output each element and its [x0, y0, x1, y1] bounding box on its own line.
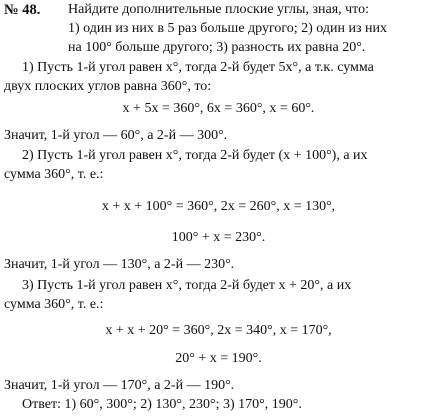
- problem-number: № 48.: [4, 2, 41, 18]
- part3-equation-2: 20° + x = 190°.: [175, 351, 262, 366]
- part2-equation-1: x + x + 100° = 360°, 2x = 260°, x = 130°,: [101, 199, 336, 214]
- part2-text-line-1: 2) Пусть 1-й угол равен x°, тогда 2-й будет (x + 100°), а их: [22, 148, 368, 163]
- problem-statement-line-3: на 100° больше другого; 3) разность их равна 20°.: [68, 40, 366, 55]
- problem-statement-line-2: 1) один из них в 5 раз больше другого; 2) один из них: [68, 21, 388, 36]
- final-answer: Ответ: 1) 60°, 300°; 2) 130°, 230°; 3) 170°, 190°.: [22, 397, 302, 412]
- part2-conclusion: Значит, 1-й угол — 130°, а 2-й — 230°.: [4, 257, 235, 272]
- part3-text-line-2: сумма 360°, т. е.:: [4, 297, 104, 312]
- part3-text-line-1: 3) Пусть 1-й угол равен x°, тогда 2-й будет x + 20°, а их: [22, 278, 352, 293]
- problem-statement-line-1: Найдите дополнительные плоские углы, зная, что:: [68, 2, 369, 17]
- part3-equation-1: x + x + 20° = 360°, 2x = 340°, x = 170°,: [105, 323, 332, 338]
- part1-text-line-1: 1) Пусть 1-й угол равен x°, тогда 2-й будет 5x°, а т.к. сумма: [22, 60, 374, 75]
- part3-conclusion: Значит, 1-й угол — 170°, а 2-й — 190°.: [4, 378, 235, 393]
- part2-text-line-2: сумма 360°, т. е.:: [4, 167, 104, 182]
- part1-conclusion: Значит, 1-й угол — 60°, а 2-й — 300°.: [4, 128, 228, 143]
- part1-equation: x + 5x = 360°, 6x = 360°, x = 60°.: [122, 101, 315, 116]
- part1-text-line-2: двух плоских углов равна 360°, то:: [4, 79, 212, 94]
- part2-equation-2: 100° + x = 230°.: [171, 230, 266, 245]
